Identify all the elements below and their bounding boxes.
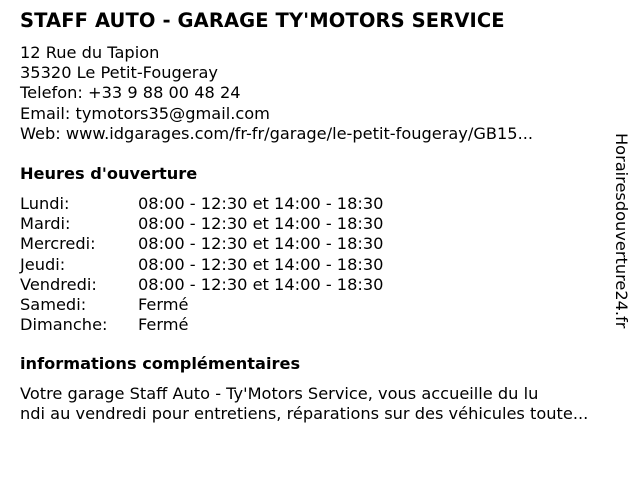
time-value: 08:00 - 12:30 et 14:00 - 18:30 [138,214,384,234]
time-value: 08:00 - 12:30 et 14:00 - 18:30 [138,254,384,274]
day-label: Mardi: [20,214,71,234]
day-label: Mercredi: [20,234,96,254]
time-value: 08:00 - 12:30 et 14:00 - 18:30 [138,234,384,254]
website-link[interactable]: Web: www.idgarages.com/fr-fr/garage/le-petit-fougeray/GB15... [20,123,534,143]
opening-hours-heading: Heures d'ouverture [20,164,198,183]
day-label: Samedi: [20,294,87,314]
contact-details [20,43,533,144]
description-line: ndi au vendredi pour entretiens, réparations sur des véhicules toute... [20,404,589,424]
site-watermark [612,133,636,373]
watermark-text: Horairesdouverture24.fr [612,133,631,329]
time-value: Fermé [138,315,189,335]
time-value: Fermé [138,294,189,314]
day-label: Lundi: [20,194,70,213]
city-postal: 35320 Le Petit-Fougeray [20,63,218,83]
day-label: Vendredi: [20,274,97,294]
day-label: Dimanche: [20,315,108,335]
phone-number: Telefon: +33 9 88 00 48 24 [20,83,241,103]
additional-info-heading: informations complémentaires [20,354,301,373]
day-label: Jeudi: [20,254,66,274]
additional-info-text [20,384,632,424]
time-value: 08:00 - 12:30 et 14:00 - 18:30 [138,194,384,213]
time-value: 08:00 - 12:30 et 14:00 - 18:30 [138,274,384,294]
description-line: Votre garage Staff Auto - Ty'Motors Service, vous accueille du lu [20,384,539,403]
street-address: 12 Rue du Tapion [20,43,160,62]
email-address: Email: tymotors35@gmail.com [20,103,270,123]
business-title: STAFF AUTO - GARAGE TY'MOTORS SERVICE [20,9,505,32]
